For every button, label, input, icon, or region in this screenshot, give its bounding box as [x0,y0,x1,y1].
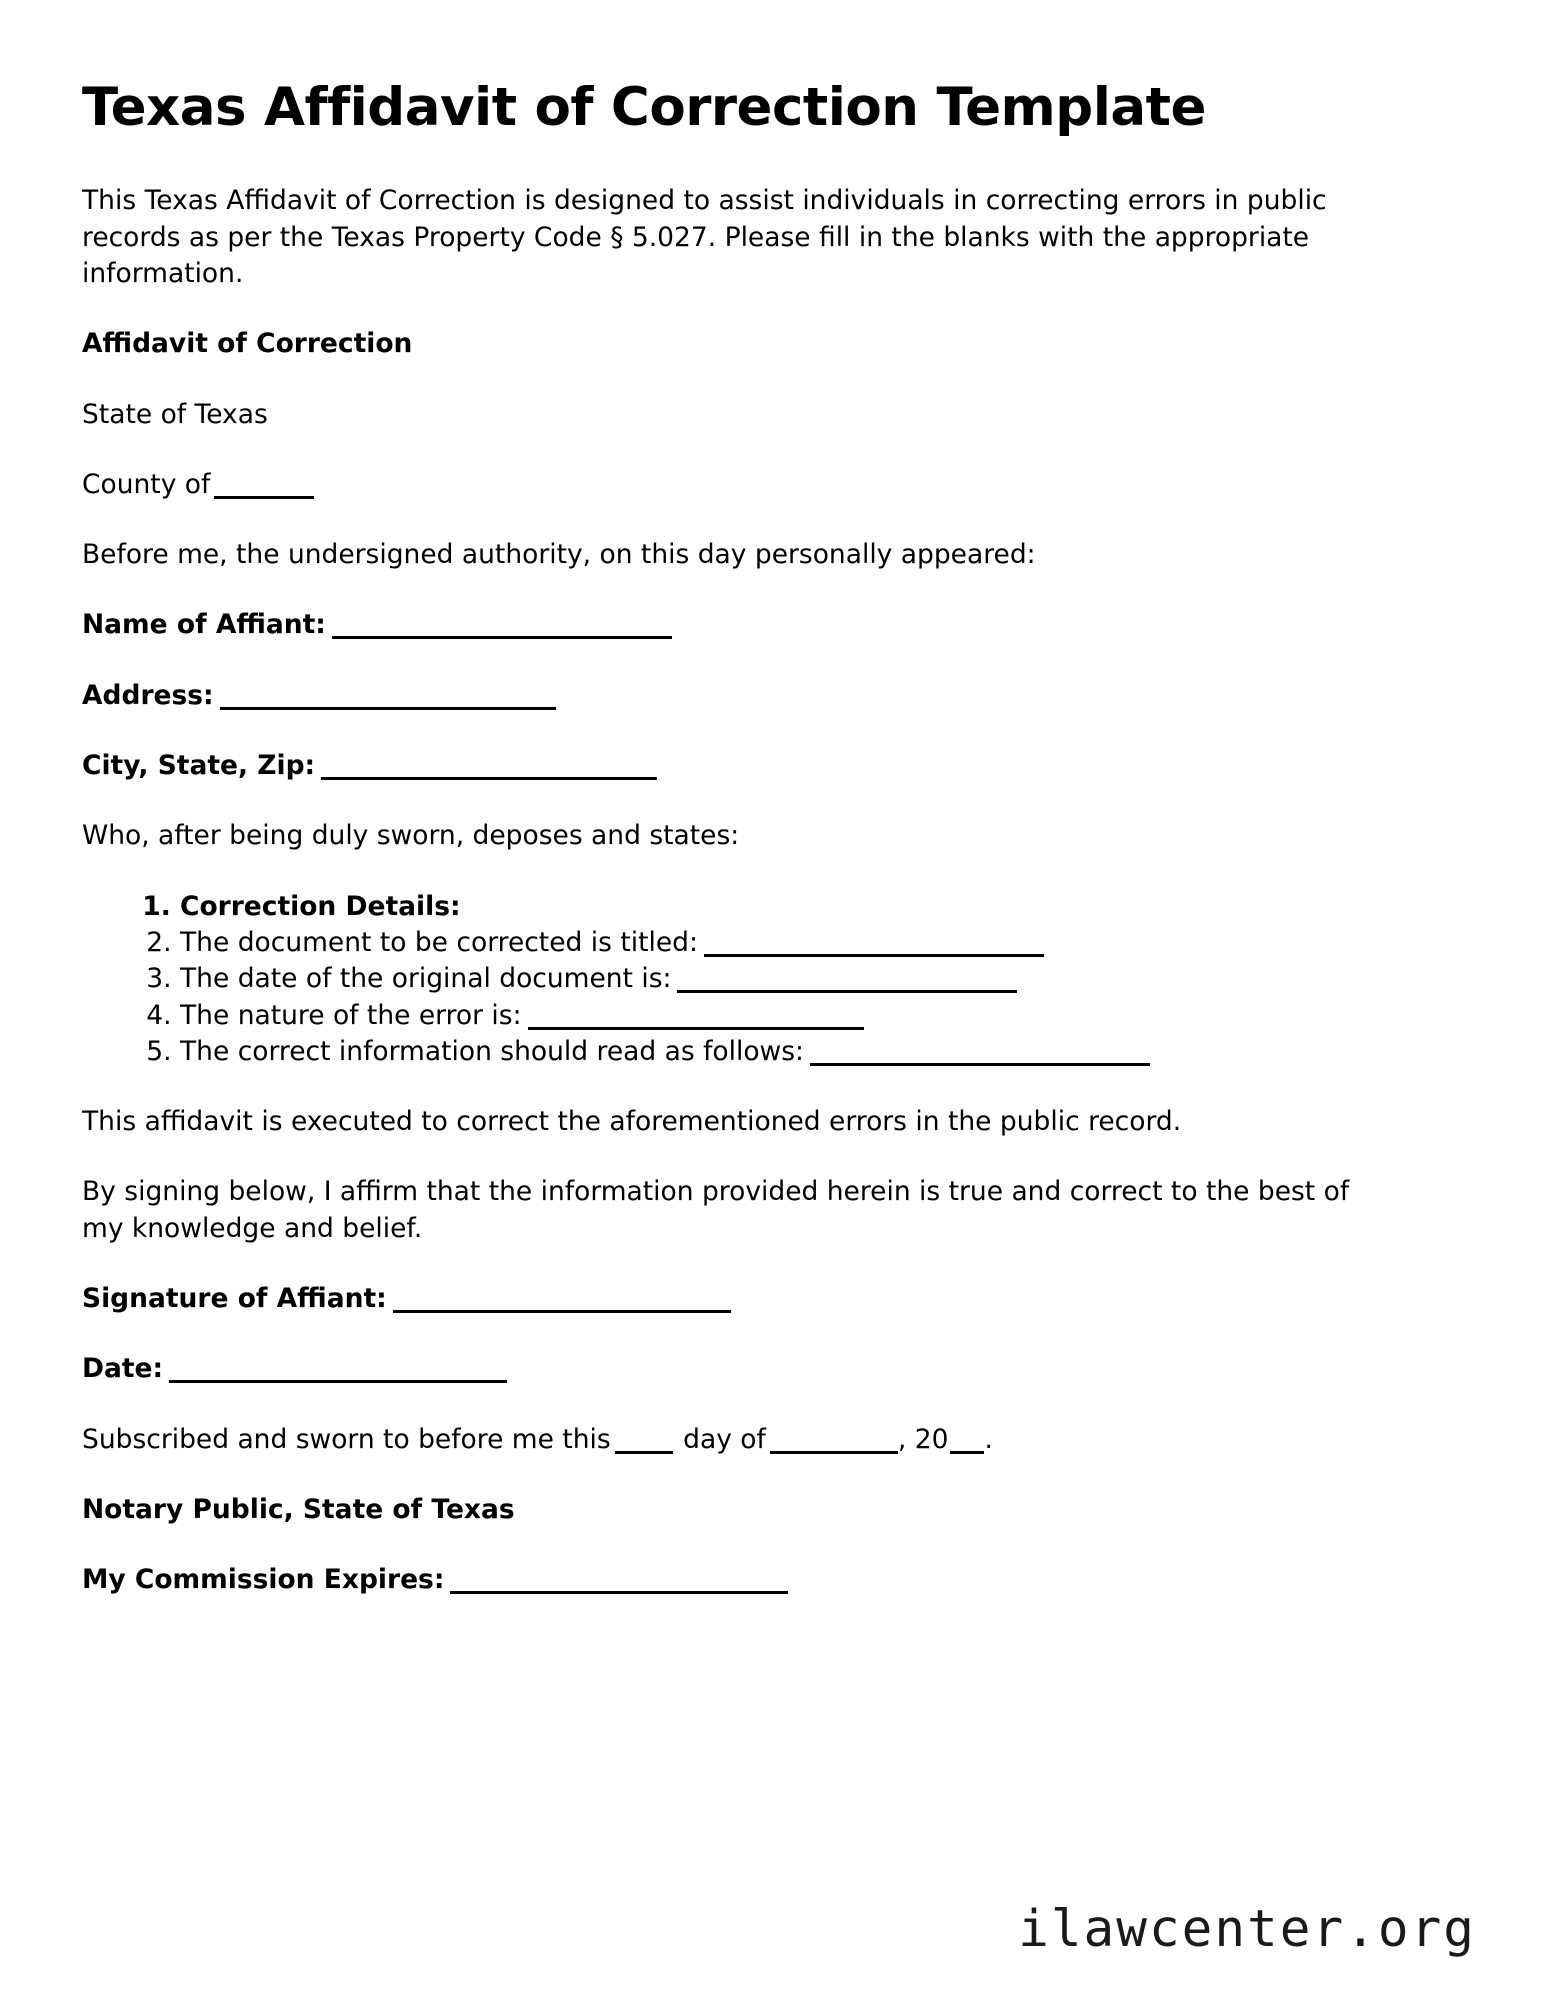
affirmation-paragraph: By signing below, I affirm that the information provided herein is true and correct to the best of my knowledge and belief. [82,1176,1350,1244]
list-item-label: The correct information should read as follows: [180,1035,804,1067]
subscribed-and-sworn-line [82,1422,1472,1458]
original-date-blank[interactable] [677,990,1017,993]
year-prefix: , 20 [897,1423,949,1455]
correction-details-list [82,889,1472,1070]
list-item-label: Correction Details: [180,890,461,922]
date-blank[interactable] [169,1380,507,1383]
list-item-label: The document to be corrected is titled: [180,926,698,958]
subscribed-prefix: Subscribed and sworn to before me this [82,1423,611,1455]
commission-expires-field [82,1562,1472,1598]
name-of-affiant-blank[interactable] [332,636,672,639]
list-item [180,1034,1472,1070]
subscribed-middle: day of [683,1423,766,1455]
execution-paragraph: This affidavit is executed to correct the aforementioned errors in the public record. [82,1106,1182,1138]
signature-field [82,1281,1472,1317]
address-blank[interactable] [220,707,556,710]
city-state-zip-blank[interactable] [321,777,657,780]
notary-public-line: Notary Public, State of Texas [82,1493,515,1525]
appearance-line: Before me, the undersigned authority, on this day personally appeared: [82,539,1036,571]
nature-of-error-blank[interactable] [528,1027,864,1030]
name-of-affiant-label: Name of Affiant: [82,609,326,641]
list-item-label: The date of the original document is: [180,963,672,995]
page-title: Texas Affidavit of Correction Template [82,77,1206,138]
year-blank[interactable] [950,1451,984,1454]
name-of-affiant-field [82,607,1472,643]
signature-blank[interactable] [393,1310,731,1313]
city-state-zip-label: City, State, Zip: [82,750,316,782]
section-heading-affidavit-of-correction: Affidavit of Correction [82,328,413,360]
address-label: Address: [82,679,214,711]
sworn-line: Who, after being duly sworn, deposes and states: [82,820,740,852]
signature-label: Signature of Affiant: [82,1283,387,1314]
date-field [82,1351,1472,1387]
intro-paragraph: This Texas Affidavit of Correction is designed to assist individuals in correcting errors in public records as per the Texas Property Code § 5.027. Please fill in the blanks with the appropriate information. [82,185,1327,289]
list-item-label: The nature of the error is: [180,999,522,1031]
state-line: State of Texas [82,398,268,430]
list-item [180,998,1472,1034]
county-blank[interactable] [214,496,314,499]
list-item [180,925,1472,961]
correct-information-blank[interactable] [810,1063,1150,1066]
county-field [82,467,1472,503]
date-label: Date: [82,1353,164,1385]
commission-expires-label: My Commission Expires: [82,1564,445,1596]
day-blank[interactable] [615,1451,673,1454]
list-item [180,889,1472,925]
address-field [82,678,1472,714]
commission-expires-blank[interactable] [450,1591,788,1594]
subscribed-suffix: . [984,1423,993,1455]
city-state-zip-field [82,748,1472,784]
site-watermark: ilawcenter.org [1018,1900,1476,1959]
county-label: County of [82,468,211,500]
month-blank[interactable] [770,1451,898,1454]
document-title-blank[interactable] [704,954,1044,957]
list-item [180,961,1472,997]
